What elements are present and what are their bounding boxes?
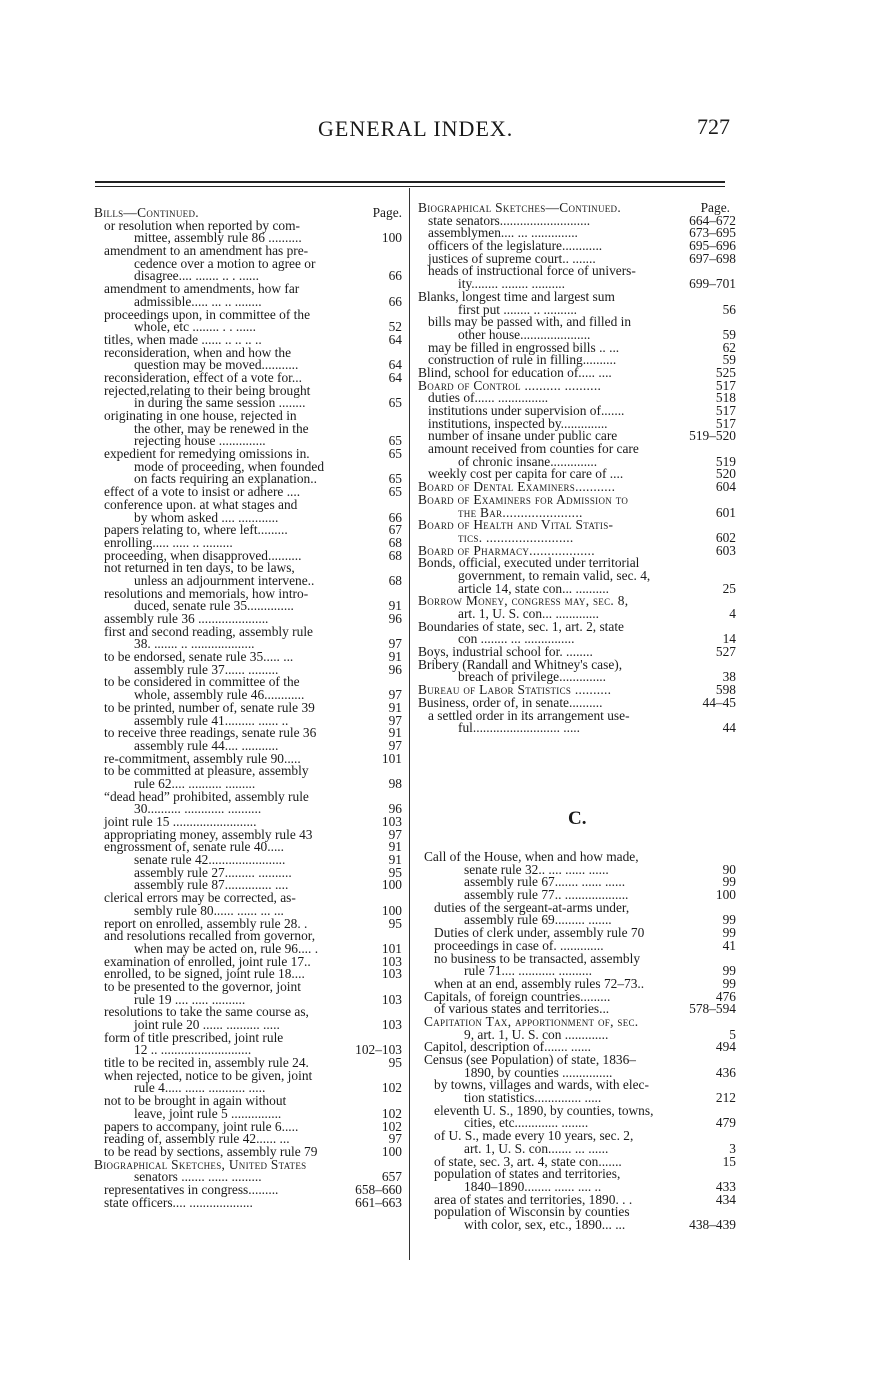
entry-page-ref: 64 — [388, 369, 402, 385]
entry-text: disagree.... ....... .. . ...... — [134, 268, 259, 284]
entry-text: tion statistics.............. ..... — [464, 1090, 602, 1106]
entry-text: to be printed, number of, senate rule 39 — [104, 699, 315, 715]
entry-text: Biographical Sketches, United States — [94, 1156, 307, 1172]
entry-text: a settled order in its arrangement use- — [428, 707, 630, 723]
entry-text: reconsideration, when and how the — [104, 344, 292, 360]
entry-text: first and second reading, assembly rule — [104, 623, 313, 639]
entry-text: assembly rule 87.............. .... — [134, 877, 289, 893]
section-c-column — [424, 851, 736, 1232]
entry-text: government, to remain valid, sec. 4, — [458, 567, 651, 583]
entry-text: proceedings upon, in committee of the — [104, 306, 311, 322]
entry-text: mittee, assembly rule 86 .......... — [134, 230, 302, 246]
entry-text: whole, assembly rule 46............ — [134, 687, 305, 703]
entry-text: Business, order of, in senate.......... — [418, 694, 603, 710]
entry-text: duced, senate rule 35.............. — [134, 598, 294, 614]
index-entry — [94, 1194, 402, 1210]
entry-page-ref: 519 — [715, 453, 736, 469]
entry-page-ref: 38 — [722, 669, 736, 685]
entry-text: amendment to an amendment has pre- — [104, 243, 309, 259]
entry-text: rejected,relating to their being brought — [104, 382, 311, 398]
entry-page-ref: 517 — [715, 377, 736, 393]
entry-text: Bribery (Randall and Whitney's case), — [418, 656, 623, 672]
entry-page-ref: 96 — [388, 611, 402, 626]
entry-page-ref: 25 — [722, 580, 736, 596]
entry-text: Duties of clerk under, assembly rule 70 — [434, 925, 645, 941]
header-rule-thick — [95, 181, 725, 183]
right-column — [418, 202, 736, 735]
entry-text: the Bar...................... — [458, 504, 583, 520]
running-title: GENERAL INDEX. — [318, 116, 514, 141]
entry-text: sembly rule 80...... ...... ... ... — [134, 902, 284, 918]
entry-text: of various states and territories... — [434, 1001, 610, 1017]
entry-text: breach of privilege.............. — [458, 669, 606, 685]
entry-text: assembly rule 77.. ................... — [464, 887, 629, 903]
entry-text: resolutions to take the same course as, — [104, 1004, 309, 1020]
entry-page-ref: 103 — [381, 1017, 402, 1032]
entry-text: state officers.... ................... — [104, 1194, 253, 1210]
entry-text: other house..................... — [458, 326, 591, 342]
entry-text: reconsideration, effect of a vote for... — [104, 369, 302, 385]
entry-page-ref: 4 — [729, 606, 736, 621]
entry-text: effect of a vote to insist or adhere .... — [104, 484, 301, 500]
entry-text: to be read by sections, assembly rule 79 — [104, 1143, 318, 1159]
entry-text: joint rule 15 ......................... — [104, 814, 257, 829]
entry-text: first put ........ .. .......... — [458, 301, 578, 317]
entry-page-ref: 476 — [715, 988, 736, 1004]
entry-page-ref: 100 — [381, 230, 402, 246]
right-entries — [418, 212, 736, 736]
entry-text: weekly cost per capita for care of .... — [428, 466, 624, 482]
entry-text: rule 4..... ...... ........... ..... — [134, 1080, 266, 1096]
entry-page-ref: 101 — [381, 940, 402, 956]
entry-text: by towns, villages and wards, with elec- — [434, 1077, 649, 1093]
entry-text: assembly rule 41......... ...... .. — [134, 712, 289, 728]
entry-text: 9, art. 1, U. S. con ............. — [464, 1026, 609, 1042]
entry-text: art. 1, U. S. con....... ... ...... — [464, 1140, 609, 1156]
left-column — [94, 205, 402, 1210]
entry-text: reading of, assembly rule 42...... ... — [104, 1131, 290, 1147]
entry-page-ref: 673–695 — [689, 225, 736, 241]
entry-text: Blanks, longest time and largest sum — [418, 288, 615, 304]
entry-text: assembly rule 67....... ...... ...... — [464, 874, 626, 890]
left-page-label: Page. — [372, 205, 402, 220]
entry-text: Board of Dental Examiners........... — [418, 479, 616, 495]
entry-text: heads of instructional force of univers- — [428, 263, 636, 279]
entry-page-ref: 518 — [715, 390, 736, 406]
entry-text: ity........ ........ .......... — [458, 276, 566, 292]
entry-text: of state, sec. 3, art. 4, state con....... — [434, 1153, 622, 1169]
entry-text: officers of the legislature............ — [428, 238, 603, 254]
entry-page-ref: 65 — [388, 395, 402, 411]
entry-text: conference upon. at what stages and — [104, 496, 298, 512]
entry-page-ref: 697–698 — [689, 250, 736, 266]
entry-page-ref: 99 — [722, 912, 736, 928]
entry-page-ref: 66 — [388, 293, 402, 309]
entry-text: on facts requiring an explanation.. — [134, 471, 317, 487]
entry-text: Call of the House, when and how made, — [424, 849, 639, 864]
entry-text: con ........ ... ............... — [458, 631, 575, 647]
entry-page-ref: 604 — [715, 479, 736, 495]
entry-page-ref: 97 — [388, 826, 402, 842]
entry-page-ref: 95 — [388, 915, 402, 931]
entry-page-ref: 602 — [715, 529, 736, 545]
left-column-heading: Bills—Continued. — [94, 205, 199, 220]
entry-text: may be filled in engrossed bills .. ... — [428, 339, 620, 355]
entry-page-ref: 102 — [381, 1105, 402, 1121]
entry-text: joint rule 20 ...... .......... ..... — [134, 1017, 280, 1032]
entry-page-ref: 65 — [388, 446, 402, 462]
entry-page-ref: 103 — [381, 953, 402, 969]
entry-text: art. 1, U. S. con... ............. — [458, 606, 599, 621]
entry-text: rule 62.... .......... ......... — [134, 775, 256, 791]
entry-text: construction of rule in filling.......... — [428, 352, 617, 368]
entry-text: population of Wisconsin by counties — [434, 1204, 630, 1220]
entry-text: Capitol, description of....... ...... — [424, 1039, 591, 1055]
entry-page-ref: 91 — [388, 649, 402, 665]
entry-page-ref: 64 — [388, 331, 402, 347]
entry-text: not returned in ten days, to be laws, — [104, 560, 295, 576]
entry-text: the other, may be renewed in the — [134, 420, 309, 436]
entry-text: senators ....... ...... ......... — [134, 1169, 262, 1185]
entry-text: 12 .. ........................... — [134, 1042, 252, 1058]
entry-page-ref: 657 — [381, 1169, 402, 1185]
entry-text: title to be recited in, assembly rule 24. — [104, 1055, 309, 1071]
entry-page-ref: 699–701 — [689, 276, 736, 292]
entry-text: expedient for remedying omissions in. — [104, 446, 310, 462]
entry-page-ref: 100 — [381, 877, 402, 893]
entry-text: “dead head” prohibited, assembly rule — [104, 788, 309, 804]
entry-text: 1890, by counties ............... — [464, 1064, 613, 1080]
entry-page-ref: 66 — [388, 509, 402, 525]
entry-page-ref: 664–672 — [689, 212, 736, 228]
entry-text: when may be acted on, rule 96.... . — [134, 940, 319, 956]
entry-page-ref: 96 — [388, 661, 402, 677]
entry-page-ref: 91 — [388, 725, 402, 741]
header-rule-thin — [95, 186, 725, 187]
entry-text: senate rule 42....................... — [134, 852, 286, 868]
entry-text: population of states and territories, — [434, 1166, 621, 1182]
entry-page-ref: 99 — [722, 874, 736, 890]
entry-text: Board of Control .......... .......... — [418, 377, 602, 393]
page-header — [0, 116, 869, 146]
entry-page-ref: 97 — [388, 737, 402, 753]
entry-text: Bonds, official, executed under territorial — [418, 555, 640, 571]
entry-page-ref: 14 — [722, 631, 736, 647]
entry-text: ful.......................... ..... — [458, 720, 580, 736]
entry-page-ref: 59 — [722, 326, 736, 342]
entry-text: mode of proceeding, when founded — [134, 458, 325, 474]
entry-text: to be committed at pleasure, assembly — [104, 763, 309, 779]
entry-text: senate rule 32.. .... ...... ...... — [464, 861, 609, 877]
entry-text: number of insane under public care — [428, 428, 618, 444]
entry-text: to be endorsed, senate rule 35..... ... — [104, 649, 294, 665]
entry-page-ref: 100 — [381, 902, 402, 918]
entry-page-ref: 436 — [715, 1064, 736, 1080]
entry-text: whole, etc ........ . . ...... — [134, 319, 256, 335]
entry-text: Board of Examiners for Admission to — [418, 491, 629, 507]
entry-page-ref: 527 — [715, 644, 736, 660]
entry-text: titles, when made ...... .. .. .. .. — [104, 331, 262, 347]
entry-text: state senators........................... — [428, 212, 591, 228]
entry-page-ref: 100 — [715, 887, 736, 903]
index-entry — [418, 722, 736, 735]
entry-page-ref: 91 — [388, 852, 402, 868]
page-number: 727 — [697, 114, 730, 139]
entry-page-ref: 99 — [722, 963, 736, 979]
entry-text: Capitals, of foreign countries......... — [424, 988, 611, 1004]
entry-page-ref: 91 — [388, 598, 402, 614]
entry-text: question may be moved........... — [134, 357, 299, 373]
entry-text: amount received from counties for care — [428, 441, 639, 457]
entry-text: and resolutions recalled from governor, — [104, 928, 316, 944]
entry-text: Capitation Tax, apportionment of, sec. — [424, 1013, 639, 1029]
entry-page-ref: 5 — [729, 1026, 736, 1042]
section-letter: C. — [568, 808, 587, 829]
left-entries — [94, 217, 402, 1210]
entry-text: appropriating money, assembly rule 43 — [104, 826, 313, 842]
entry-text: 38. ....... .. ................... — [134, 636, 255, 652]
entry-text: 1840–1890........ ...... .... .. — [464, 1178, 602, 1194]
entry-page-ref: 97 — [388, 1131, 402, 1147]
entry-text: Bureau of Labor Statistics .......... — [418, 682, 612, 698]
entry-text: of chronic insane.............. — [458, 453, 598, 469]
entry-page-ref: 100 — [381, 1143, 402, 1159]
entry-page-ref: 15 — [722, 1153, 736, 1169]
entry-text: tics. ........................ — [458, 529, 574, 545]
entry-page-ref: 102 — [381, 1080, 402, 1096]
entry-page-ref: 603 — [715, 542, 736, 558]
entry-text: assembly rule 44.... ........... — [134, 737, 279, 753]
entry-text: to receive three readings, senate rule 36 — [104, 725, 317, 741]
entry-text: institutions under supervision of....... — [428, 403, 625, 418]
entry-text: with color, sex, etc., 1890... ... — [464, 1216, 626, 1232]
entry-page-ref: 59 — [722, 352, 736, 368]
column-divider — [409, 188, 410, 1260]
entry-page-ref: 98 — [388, 775, 402, 791]
entry-page-ref: 102 — [381, 1118, 402, 1134]
entry-text: to be presented to the governor, joint — [104, 978, 301, 994]
entry-page-ref: 102–103 — [355, 1042, 402, 1058]
entry-page-ref: 95 — [388, 864, 402, 880]
entry-page-ref: 67 — [388, 522, 402, 538]
entry-text: cedence over a motion to agree or — [134, 255, 316, 271]
entry-text: not to be brought in again without — [104, 1093, 287, 1109]
entry-text: admissible..... ... .. ........ — [134, 293, 262, 309]
entry-text: papers to accompany, joint rule 6..... — [104, 1118, 299, 1134]
entry-page-ref: 525 — [715, 364, 736, 380]
entry-text: Borrow Money, congress may, sec. 8, — [418, 593, 629, 609]
entry-page-ref: 99 — [722, 925, 736, 941]
entry-page-ref: 578–594 — [689, 1001, 736, 1017]
entry-text: 30.......... ............ .......... — [134, 801, 262, 817]
entry-text: leave, joint rule 5 ............... — [134, 1105, 282, 1121]
entry-text: form of title prescribed, joint rule — [104, 1029, 284, 1045]
entry-page-ref: 494 — [715, 1039, 736, 1055]
entry-page-ref: 479 — [715, 1115, 736, 1131]
entry-page-ref: 41 — [722, 937, 736, 953]
entry-text: duties of...... ............... — [428, 390, 549, 406]
entry-page-ref: 56 — [722, 301, 736, 317]
entry-text: unless an adjournment intervene.. — [134, 572, 315, 588]
entry-page-ref: 601 — [715, 504, 736, 520]
entry-text: cities, etc............. ........ — [464, 1115, 589, 1131]
entry-text: assemblymen.... ... .............. — [428, 225, 578, 241]
entry-text: justices of supreme court.. ....... — [428, 250, 596, 266]
entry-text: proceedings in case of. ............. — [434, 937, 604, 953]
entry-page-ref: 97 — [388, 687, 402, 703]
entry-page-ref: 65 — [388, 484, 402, 500]
entry-text: representatives in congress......... — [104, 1181, 279, 1197]
entry-text: re-commitment, assembly rule 90..... — [104, 750, 301, 766]
entry-text: enrolled, to be signed, joint rule 18.... — [104, 966, 305, 982]
section-c-entries — [424, 851, 736, 1232]
entry-text: engrossment of, senate rule 40..... — [104, 839, 284, 855]
entry-page-ref: 65 — [388, 433, 402, 449]
entry-text: rule 19 .... ..... .......... — [134, 991, 246, 1007]
entry-page-ref: 99 — [722, 975, 736, 991]
entry-text: Blind, school for education of..... .... — [418, 364, 612, 380]
entry-page-ref: 90 — [722, 861, 736, 877]
entry-page-ref: 44 — [722, 720, 736, 736]
entry-page-ref: 62 — [722, 339, 736, 355]
entry-text: report on enrolled, assembly rule 28. . — [104, 915, 308, 931]
entry-text: or resolution when reported by com- — [104, 217, 300, 233]
entry-page-ref: 97 — [388, 636, 402, 652]
entry-page-ref: 52 — [388, 319, 402, 335]
entry-text: Census (see Population) of state, 1836– — [424, 1052, 636, 1067]
entry-page-ref: 433 — [715, 1178, 736, 1194]
entry-text: institutions, inspected by.............. — [428, 415, 608, 431]
entry-text: no business to be transacted, assembly — [434, 950, 641, 966]
entry-text: Boys, industrial school for. ........ — [418, 644, 593, 660]
entry-page-ref: 66 — [388, 268, 402, 284]
entry-page-ref: 68 — [388, 547, 402, 563]
entry-page-ref: 97 — [388, 712, 402, 728]
entry-page-ref: 44–45 — [702, 694, 736, 710]
entry-text: article 14, state con... .......... — [458, 580, 609, 596]
entry-text: rule 71.... ........... .......... — [464, 963, 592, 979]
entry-text: amendment to amendments, how far — [104, 281, 300, 297]
entry-page-ref: 661–663 — [355, 1194, 402, 1210]
entry-page-ref: 434 — [715, 1191, 736, 1207]
entry-text: assembly rule 69......... ....... — [464, 912, 612, 928]
entry-page-ref: 438–439 — [689, 1216, 736, 1232]
entry-page-ref: 95 — [388, 1055, 402, 1071]
entry-text: originating in one house, rejected in — [104, 408, 297, 423]
entry-text: Board of Pharmacy.................. — [418, 542, 595, 558]
entry-text: assembly rule 36 ..................... — [104, 611, 269, 626]
entry-text: assembly rule 37...... ......... — [134, 661, 279, 677]
entry-page-ref: 695–696 — [689, 238, 736, 254]
entry-text: area of states and territories, 1890. . . — [434, 1191, 633, 1207]
entry-text: examination of enrolled, joint rule 17.. — [104, 953, 311, 969]
entry-text: resolutions and memorials, how intro- — [104, 585, 309, 601]
entry-text: in during the same session ........ — [134, 395, 306, 411]
entry-text: proceeding, when disapproved.......... — [104, 547, 302, 563]
entry-page-ref: 519–520 — [689, 428, 736, 444]
entry-page-ref: 212 — [715, 1090, 736, 1106]
entry-page-ref: 517 — [715, 403, 736, 418]
entry-text: when at an end, assembly rules 72–73.. — [434, 975, 645, 991]
entry-page-ref: 517 — [715, 415, 736, 431]
entry-page-ref: 96 — [388, 801, 402, 817]
entry-text: to be considered in committee of the — [104, 674, 300, 690]
entry-page-ref: 91 — [388, 839, 402, 855]
entry-text: of U. S., made every 10 years, sec. 2, — [434, 1128, 634, 1144]
entry-text: eleventh U. S., 1890, by counties, towns, — [434, 1102, 654, 1118]
entry-text: bills may be passed with, and filled in — [428, 314, 632, 330]
right-column-heading: Biographical Sketches—Continued. — [418, 200, 621, 215]
entry-text: rejecting house .............. — [134, 433, 266, 449]
entry-page-ref: 103 — [381, 814, 402, 829]
entry-page-ref: 3 — [729, 1140, 736, 1156]
entry-text: when rejected, notice to be given, joint — [104, 1067, 313, 1083]
entry-page-ref: 101 — [381, 750, 402, 766]
entry-text: by whom asked .... ............ — [134, 509, 279, 525]
entry-page-ref: 68 — [388, 534, 402, 550]
index-entry — [424, 1216, 736, 1232]
right-page-label: Page. — [700, 200, 730, 215]
entry-text: duties of the sergeant-at-arms under, — [434, 899, 630, 915]
entry-page-ref: 64 — [388, 357, 402, 373]
entry-text: enrolling..... ..... .. ......... — [104, 534, 233, 550]
entry-text: Board of Health and Vital Statis- — [418, 517, 614, 533]
entry-page-ref: 103 — [381, 966, 402, 982]
entry-text: papers relating to, where left......... — [104, 522, 288, 538]
entry-page-ref: 68 — [388, 572, 402, 588]
entry-page-ref: 103 — [381, 991, 402, 1007]
entry-text: clerical errors may be corrected, as- — [104, 890, 296, 906]
entry-page-ref: 91 — [388, 699, 402, 715]
entry-page-ref: 658–660 — [355, 1181, 402, 1197]
entry-text: assembly rule 27......... .......... — [134, 864, 292, 880]
entry-page-ref: 598 — [715, 682, 736, 698]
entry-text: Boundaries of state, sec. 1, art. 2, state — [418, 618, 625, 634]
entry-page-ref: 65 — [388, 471, 402, 487]
entry-page-ref: 520 — [715, 466, 736, 482]
